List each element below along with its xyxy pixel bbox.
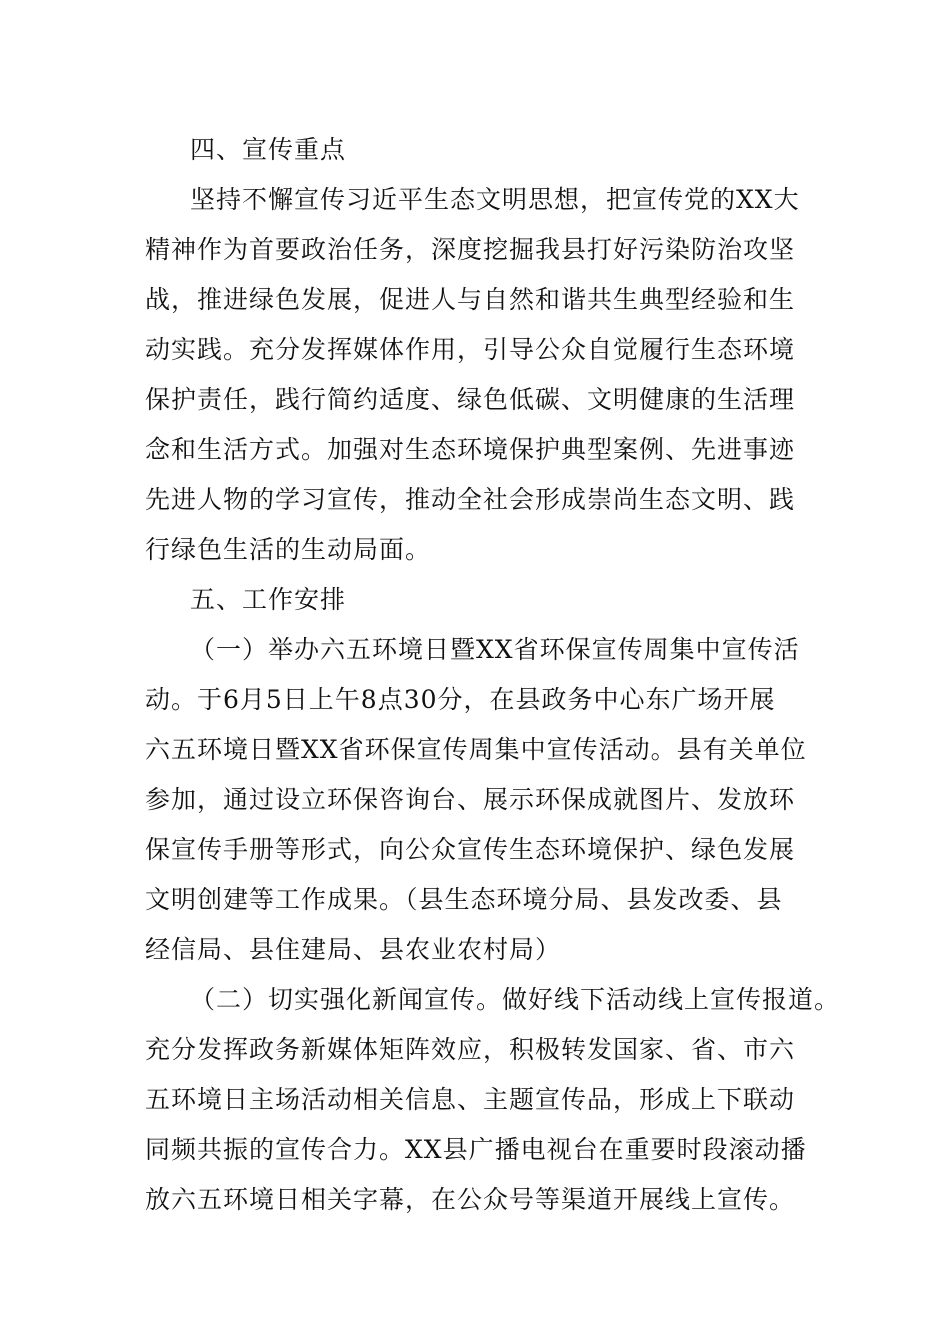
paragraph-line: 六五环境日暨XX省环保宣传周集中宣传活动。县有关单位 [145,735,807,764]
paragraph-line: 行绿色生活的生动局面。 [145,535,432,564]
paragraph-line: 念和生活方式。加强对生态环境保护典型案例、先进事迹 [145,435,796,464]
paragraph-line: 经信局、县住建局、县农业农村局） [145,935,562,964]
paragraph-line: 充分发挥政务新媒体矩阵效应，积极转发国家、省、市六 [145,1035,796,1064]
paragraph-line: 保护责任，践行简约适度、绿色低碳、文明健康的生活理 [145,385,796,414]
paragraph-line: 文明创建等工作成果。（县生态环境分局、县发改委、县 [145,885,783,914]
section-heading: 五、工作安排 [190,585,347,614]
paragraph-line: 精神作为首要政治任务，深度挖掘我县打好污染防治攻坚 [145,235,796,264]
paragraph-line: （二）切实强化新闻宣传。做好线下活动线上宣传报道。 [190,985,841,1014]
paragraph-line: 先进人物的学习宣传，推动全社会形成崇尚生态文明、践 [145,485,796,514]
paragraph-line: （一）举办六五环境日暨XX省环保宣传周集中宣传活 [190,635,800,664]
section-heading: 四、宣传重点 [190,135,347,164]
paragraph-line: 动。于6月5日上午8点30分，在县政务中心东广场开展 [145,685,776,714]
paragraph-line: 同频共振的宣传合力。XX县广播电视台在重要时段滚动播 [145,1135,807,1164]
paragraph-line: 战，推进绿色发展，促进人与自然和谐共生典型经验和生 [145,285,796,314]
paragraph-line: 放六五环境日相关字幕，在公众号等渠道开展线上宣传。 [145,1185,796,1214]
paragraph-line: 动实践。充分发挥媒体作用，引导公众自觉履行生态环境 [145,335,796,364]
paragraph-line: 坚持不懈宣传习近平生态文明思想，把宣传党的XX大 [190,185,800,214]
paragraph-line: 保宣传手册等形式，向公众宣传生态环境保护、绿色发展 [145,835,796,864]
paragraph-line: 参加，通过设立环保咨询台、展示环保成就图片、发放环 [145,785,796,814]
paragraph-line: 五环境日主场活动相关信息、主题宣传品，形成上下联动 [145,1085,796,1114]
